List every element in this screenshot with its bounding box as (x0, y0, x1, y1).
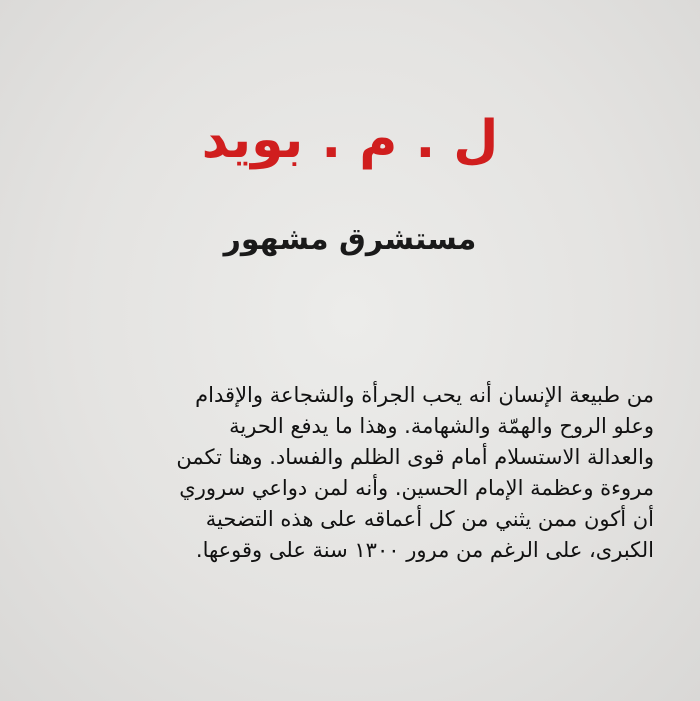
author-name-title: ل . م . بويد (201, 110, 499, 170)
quote-line: والعدالة الاستسلام أمام قوى الظلم والفساد. وهنا تكمن (176, 445, 654, 469)
quote-line: الكبرى، على الرغم من مرور ١٣٠٠ سنة على وقوعها. (195, 538, 654, 562)
quote-line: مروءة وعظمة الإمام الحسين. وأنه لمن دواعي سروري (179, 476, 654, 500)
author-description-subtitle: مستشرق مشهور (223, 222, 477, 257)
quote-line: أن أكون ممن يثني من كل أعماقه على هذه التضحية (205, 507, 654, 531)
quote-body (34, 380, 654, 566)
quote-line: وعلو الروح والهمّة والشهامة. وهذا ما يدفع الحرية (229, 414, 654, 438)
quote-line: من طبيعة الإنسان أنه يحب الجرأة والشجاعة والإقدام (195, 383, 654, 407)
